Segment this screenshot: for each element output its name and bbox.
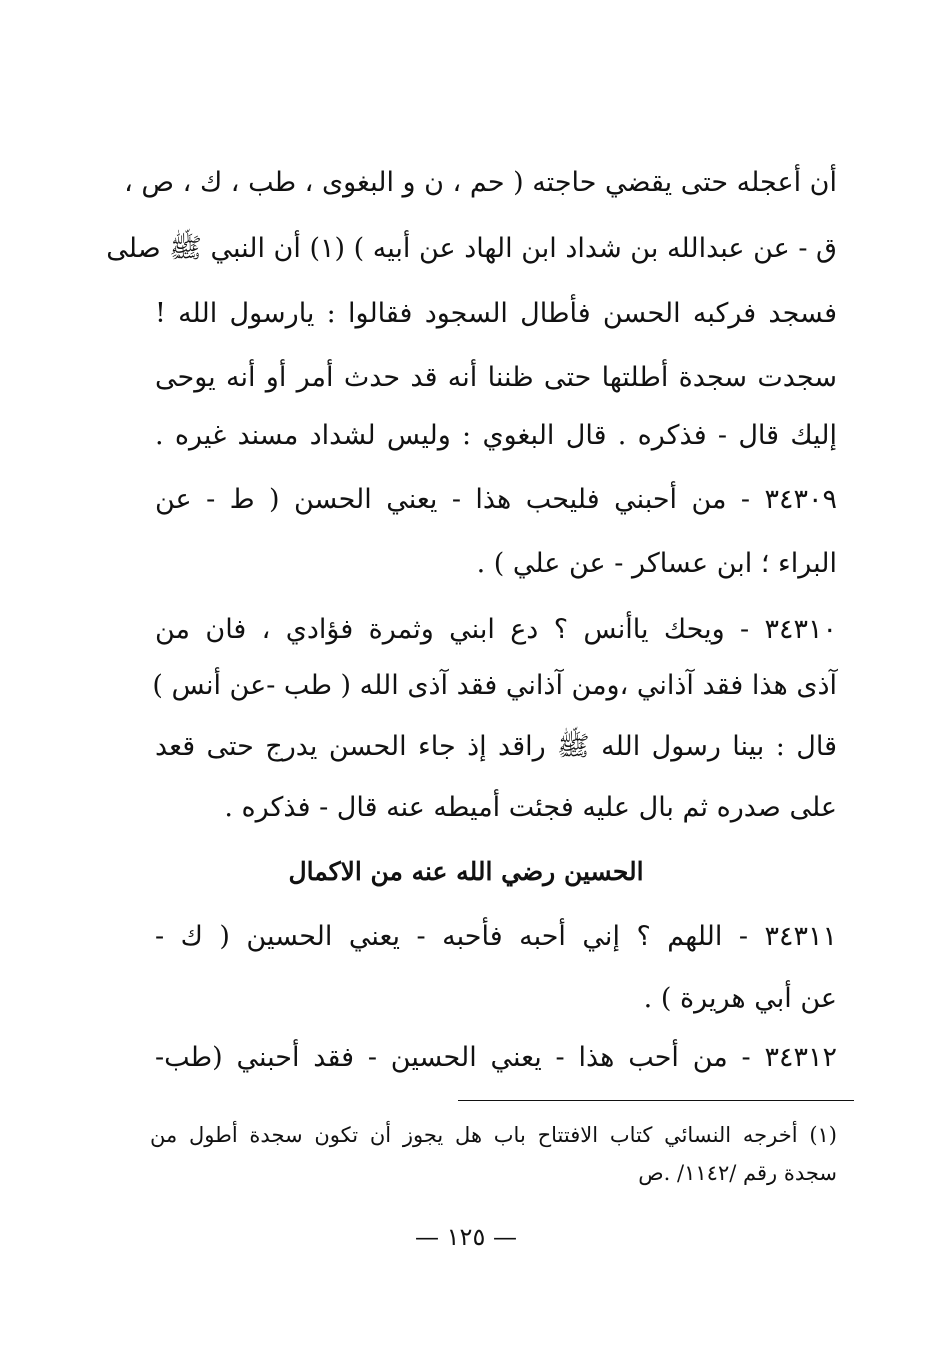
text-line: إليك قال - فذكره . قال البغوي : وليس لشداد مسند غيره . xyxy=(155,420,837,451)
text-line: سجدت سجدة أطلتها حتى ظننا أنه قد حدث أمر أو أنه يوحى xyxy=(155,362,837,393)
footnote-divider xyxy=(458,1100,854,1101)
text-line: البراء ؛ ابن عساكر - عن علي ) . xyxy=(476,548,837,579)
text-line: فسجد فركبه الحسن فأطال السجود فقالوا : يارسول الله ! xyxy=(155,298,837,329)
footnote-line: (١) أخرجه النسائي كتاب الافتتاح باب هل يجوز أن تكون سجدة أطول من xyxy=(150,1123,837,1147)
text-line: عن أبي هريرة ) . xyxy=(643,983,837,1014)
section-heading: الحسين رضي الله عنه من الاكمال xyxy=(288,857,644,886)
hadith-34309-line: ٣٤٣٠٩ - من أحبني فليحب هذا - يعني الحسن ( ط - عن xyxy=(155,484,837,515)
hadith-34311-line: ٣٤٣١١ - اللهم ؟ إني أحبه فأحبه - يعني الحسين ( ك - xyxy=(155,921,837,952)
text-line: على صدره ثم بال عليه فجئت أميطه عنه قال - فذكره . xyxy=(224,792,837,823)
text-line: آذى هذا فقد آذاني ،ومن آذاني فقد آذى الله ( طب -عن أنس ) xyxy=(152,670,837,701)
hadith-34312-line: ٣٤٣١٢ - من أحب هذا - يعني الحسين - فقد أحبني (طب- xyxy=(155,1042,837,1073)
text-line: قال : بينا رسول الله ﷺ راقد إذ جاء الحسن يدرج حتى قعد xyxy=(155,731,837,762)
footnote-line: سجدة رقم /١١٤٢/ .ص xyxy=(638,1161,837,1185)
text-line: أن أعجله حتى يقضي حاجته ( حم ، ن و البغوى ، طب ، ك ، ص ، xyxy=(124,167,837,198)
hadith-34310-line: ٣٤٣١٠ - ويحك ياأنس ؟ دع ابني وثمرة فؤادي ، فان من xyxy=(155,614,837,645)
text-line: ق - عن عبدالله بن شداد ابن الهاد عن أبيه ) (١) أن النبي ﷺ صلى xyxy=(106,233,837,264)
page-number: — ١٢٥ — xyxy=(415,1223,517,1251)
